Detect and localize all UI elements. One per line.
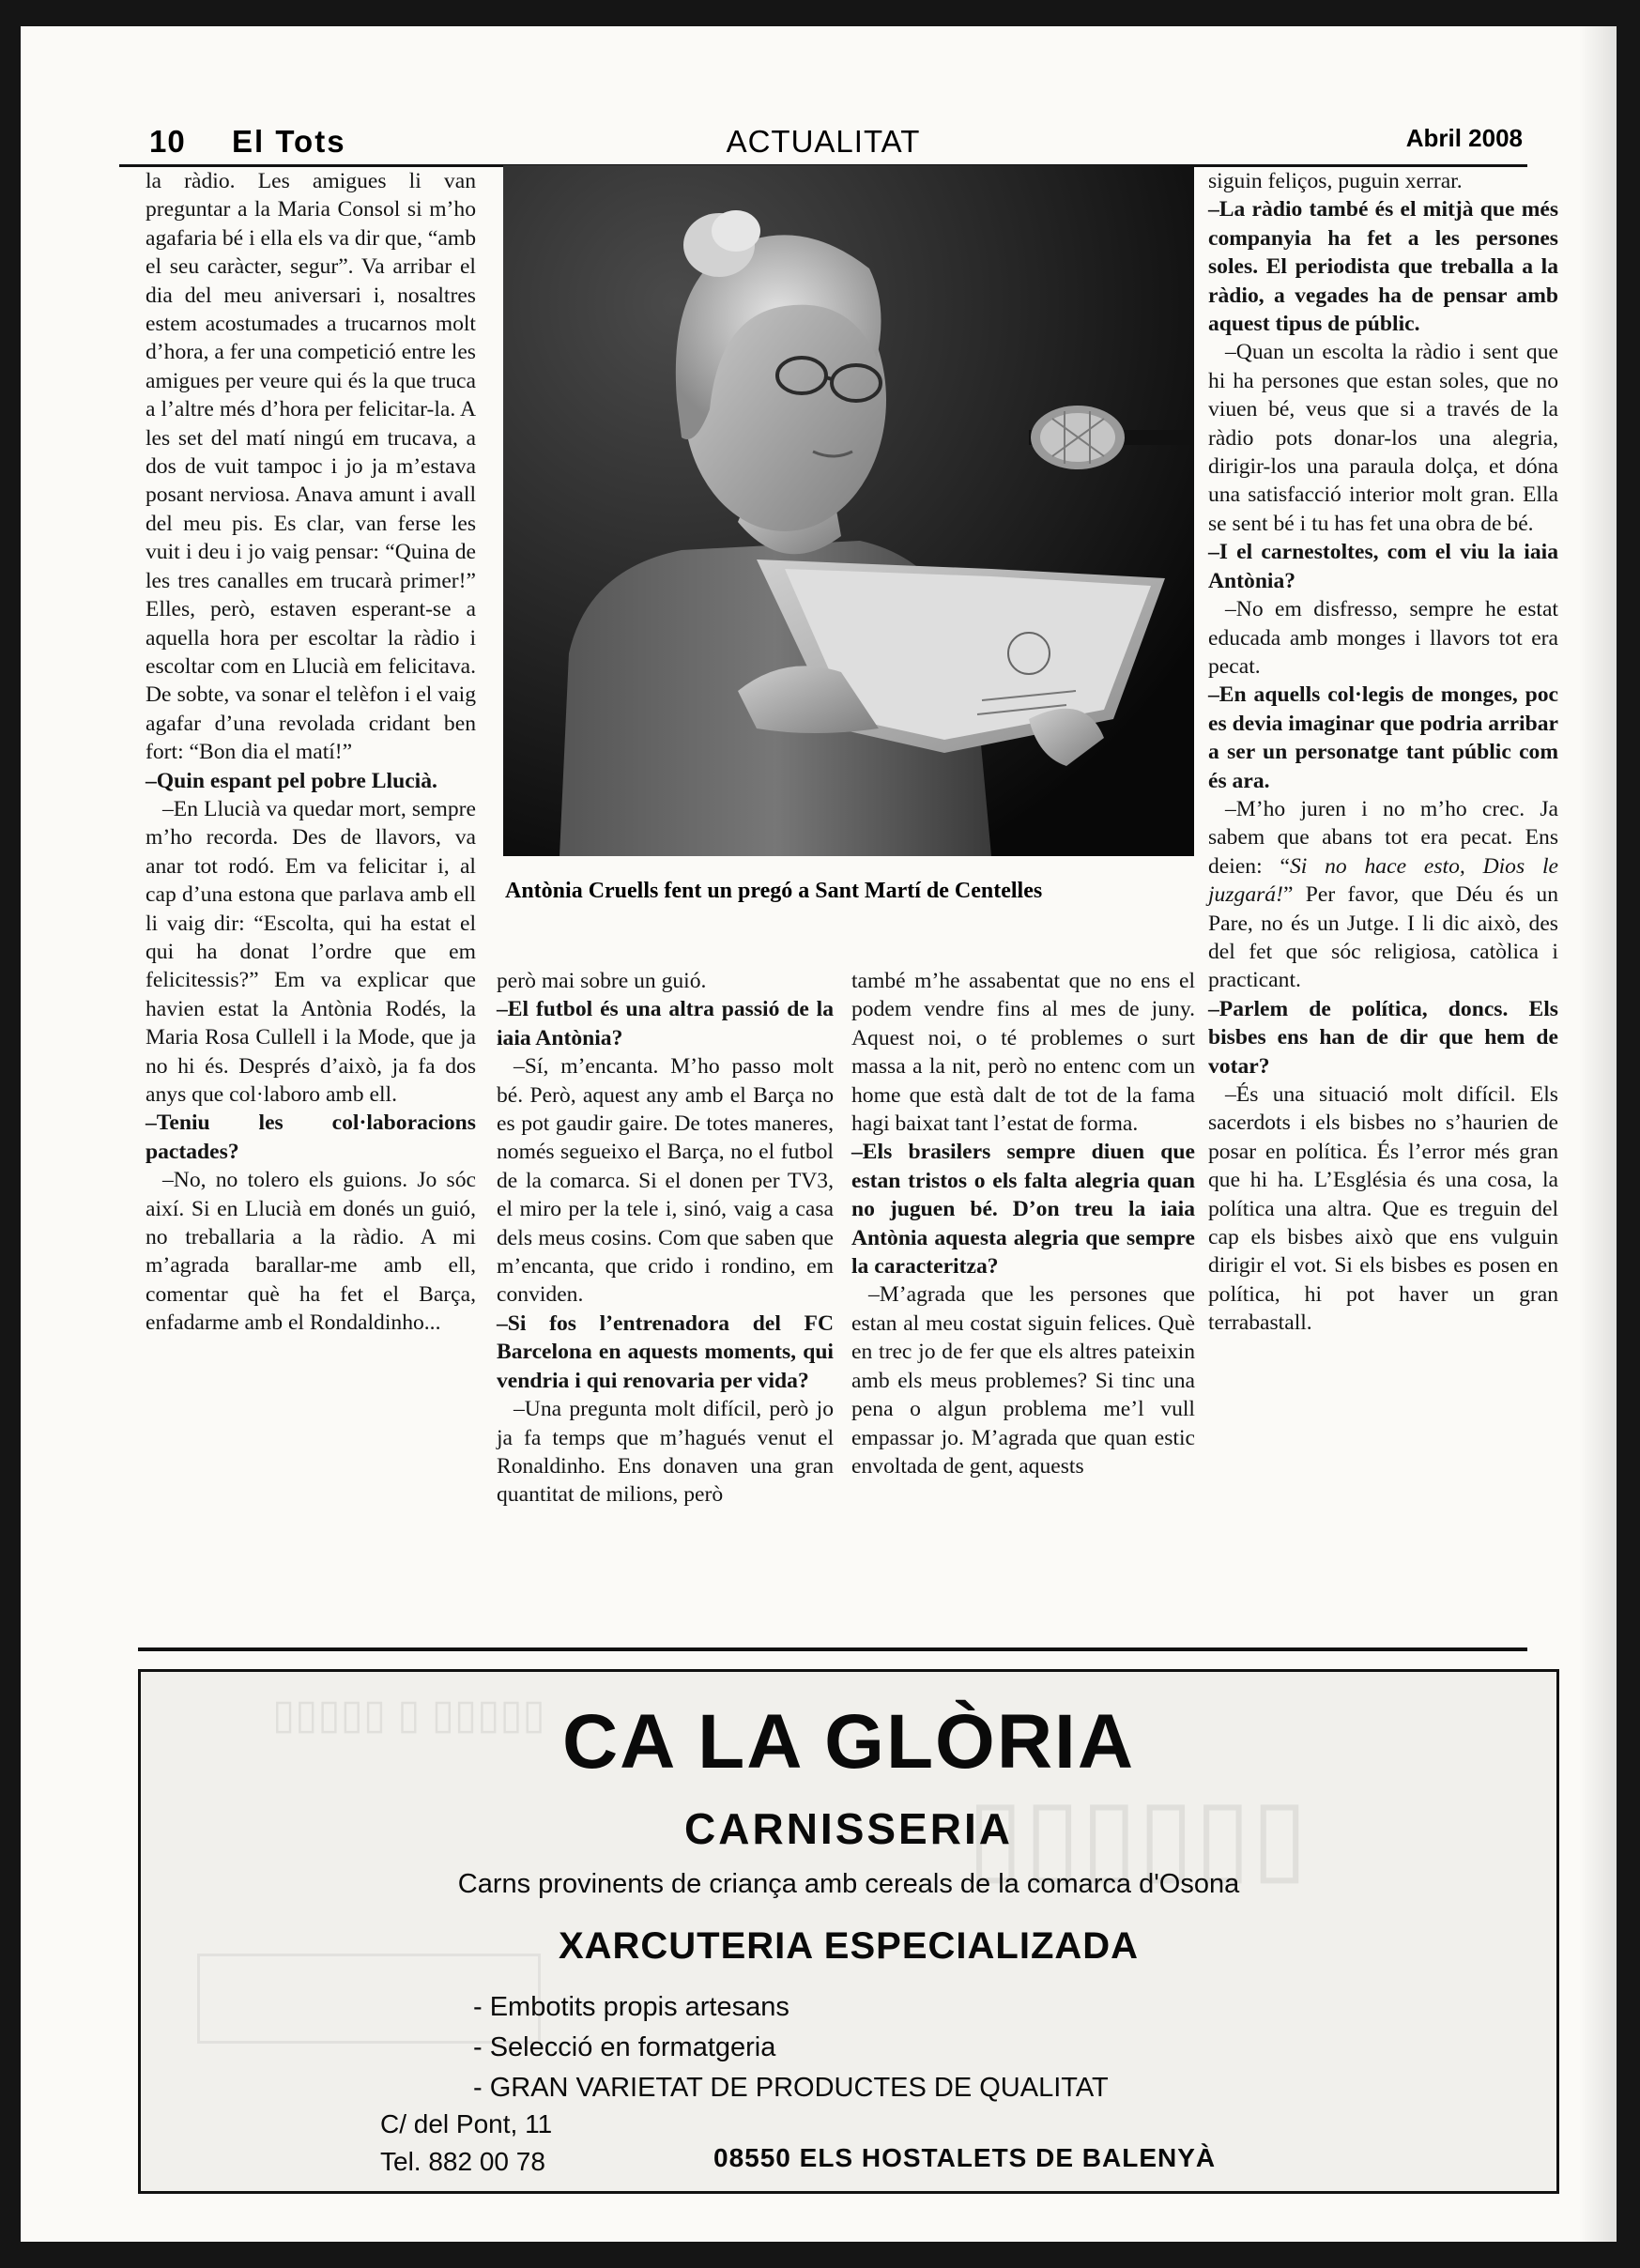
interview-paragraph: –Sí, m’encanta. M’ho passo molt bé. Però, aquest any amb el Barça no es pot gaudir gaire. De totes maneres, només segueixo el Barça, no el futbol de la comarca. Si el donen per TV3, el miro per la tele i, sinó, vaig a casa dels meus cosins. Com que saben que m’encanta, que crido i rondino, em conviden. [497, 1054, 834, 1308]
ad-product-item: - Embotits propis artesans [473, 1992, 789, 2022]
interview-question: –Parlem de política, doncs. Els bisbes ens han de dir que hem de votar? [1208, 996, 1558, 1079]
interview-paragraph: la ràdio. Les amigues li van preguntar a la Maria Consol si m’ho agafaria bé i ella els va dir que, “amb el seu caràcter, segur”. Va arribar el dia del meu aniversari i, nosaltres estem acostumades a trucarnos molt d’hora, a fer una competició entre les amigues per veure qui és la que truca a l’altre més d’hora per felicitar-la. A les set del matí ningú em trucava, a dos de vuit tampoc i jo ja m’estava posant nerviosa. Anava amunt i avall del meu pis. Es clar, van ferse les vuit i deu i jo vaig pensar: “Quina de les tres canalles em trucarà primer!” Elles, però, estaven esperant-se a aquella hora per escoltar la ràdio i escoltar com en Llucià em felicitava. De sobte, va sonar el telèfon i el vaig agafar d’una revolada cridant ben fort: “Bon dia el matí!” [146, 169, 476, 765]
interview-paragraph: –Una pregunta molt difícil, però jo ja fa temps que m’hagués venut el Ronaldinho. Ens donaven una gran quantitat de milions, però [497, 1397, 834, 1508]
interview-question: –Si fos l’entrenadora del FC Barcelona en aquests moments, qui vendria i qui renovaria per vida? [497, 1310, 834, 1393]
ad-subtitle: CARNISSERIA [684, 1804, 1013, 1853]
interview-paragraph: –No em disfresso, sempre he estat educada amb monges i llavors tot era pecat. [1208, 597, 1558, 679]
ad-product-item: - Selecció en formatgeria [473, 2032, 776, 2062]
interview-paragraph: siguin feliços, puguin xerrar. [1208, 169, 1463, 193]
advertisement-box [138, 1669, 1559, 2194]
interview-question: –El futbol és una altra passió de la iaia Antònia? [497, 997, 834, 1050]
text-column-1 [146, 167, 476, 1338]
text-column-4 [1208, 167, 1558, 1338]
ad-product-item: - GRAN VARIETAT DE PRODUCTES DE QUALITAT [473, 2073, 1109, 2103]
text-column-3 [851, 967, 1195, 1480]
ad-description: Carns provinents de criança amb cereals de la comarca d'Osona [457, 1869, 1240, 1899]
page-number: 10 [149, 124, 186, 159]
interview-paragraph: –És una situació molt difícil. Els sacerdots i els bisbes no s’haurien de posar en política. És l’error més gran que hi ha. L’Església és una cosa, la política una altra. Que es treguin del cap els bisbes això que ens vulguin dirigir el vot. Si els bisbes es posen en política, hi pot haver un gran terrabastall. [1208, 1082, 1558, 1336]
interview-paragraph: –M’ho juren i no m’ho crec. Ja sabem que abans tot era pecat. Ens deien: “Si no hace esto, Dios le juzgará!” Per favor, que Déu és un Pare, no és un Jutge. I li dic això, des del fet que sóc religiosa, catòlica i practicant. [1208, 796, 1558, 993]
magazine-page [21, 26, 1617, 2242]
interview-question: –Quin espant pel pobre Llucià. [146, 768, 437, 793]
ad-title: CA LA GLÒRIA [561, 1699, 1136, 1785]
ad-phone: Tel. 882 00 78 [380, 2147, 545, 2176]
interview-question: –En aquells col·legis de monges, poc es devia imaginar que podria arribar a ser un personatge tant públic com és ara. [1208, 682, 1558, 793]
bleed-through-shadow: ▯▯▯▯▯ ▯ ▯▯▯▯▯ [272, 1692, 545, 1738]
bleed-through-shadow: ▯▯▯▯▯▯ [967, 1779, 1309, 1893]
text-column-2 [497, 967, 834, 1509]
interview-paragraph: –Quan un escolta la ràdio i sent que hi ha persones que estan soles, que no viuen bé, veus que si a través de la ràdio pots donar-los una alegria, dirigir-los una paraula dolça, et dóna una satisfacció interior molt gran. Ella se sent bé i tu has fet una obra de bé. [1208, 340, 1558, 536]
interview-paragraph: –No, no tolero els guions. Jo sóc així. Si en Llucià em donés un guió, no treballaria a la ràdio. A mi m’agrada barallar-me amb ell, comentar què ha fet el Barça, enfadarme amb el Rondaldinho... [146, 1168, 476, 1336]
issue-date: Abril 2008 [1405, 124, 1523, 152]
portrait-photo [503, 165, 1194, 856]
interview-paragraph: –En Llucià va quedar mort, sempre m’ho recorda. Des de llavors, va anar tot rodó. Em va felicitar i, al cap d’una estona que parlava amb ell li vaig dir: “Escolta, qui ha estat el qui ha donat l’ordre que em felicitessis?” Em va explicar que havien estat la Antònia Rodés, la Maria Rosa Cullell i la Mode, que ja no hi és. Després d’això, ja fa dos anys que col·laboro amb ell. [146, 796, 476, 1107]
ad-product-list [473, 1987, 1109, 2108]
ad-address: C/ del Pont, 11 [380, 2109, 553, 2138]
section-title: ACTUALITAT [726, 124, 921, 159]
ad-town: 08550 ELS HOSTALETS DE BALENYÀ [713, 2143, 1217, 2172]
interview-paragraph: –M’agrada que les persones que estan al meu costat siguin felices. Què en trec jo de fer que els altres pateixin amb els meus problemes? Si tinc una pena o algun problema me’l vull empassar jo. M’agrada que quan estic envoltada de gent, aquests [851, 1282, 1195, 1479]
advertisement-rule [138, 1647, 1527, 1651]
ad-heading: XARCUTERIA ESPECIALIZADA [558, 1925, 1140, 1967]
interview-paragraph: també m’he assabentat que no ens el podem vendre fins al mes de juny. Aquest noi, o té problemes o surt massa a la nit, però no entenc com un home que està dalt de tot de la fama hagi baixat tant l’estat de forma. [851, 969, 1195, 1137]
interview-question: –Teniu les col·laboracions pactades? [146, 1111, 476, 1164]
page-header [119, 94, 1527, 167]
ad-contact [380, 2106, 552, 2181]
interview-question: –Els brasilers sempre diuen que estan tristos o els falta alegria quan no juguen bé. D’on treu la iaia Antònia aquesta alegria que sempre la caracteritza? [851, 1140, 1195, 1280]
interview-paragraph: però mai sobre un guió. [497, 969, 707, 993]
interview-question: –I el carnestoltes, com el viu la iaia Antònia? [1208, 540, 1558, 593]
photo-caption: Antònia Cruells fent un pregó a Sant Martí de Centelles [505, 879, 1043, 903]
magazine-name: El Tots [232, 124, 346, 159]
interview-question: –La ràdio també és el mitjà que més companyia ha fet a les persones soles. El periodista que treballa a la ràdio, a vegades ha de pensar amb aquest tipus de públic. [1208, 197, 1558, 337]
woman-reading-speech-photo [503, 165, 1194, 856]
